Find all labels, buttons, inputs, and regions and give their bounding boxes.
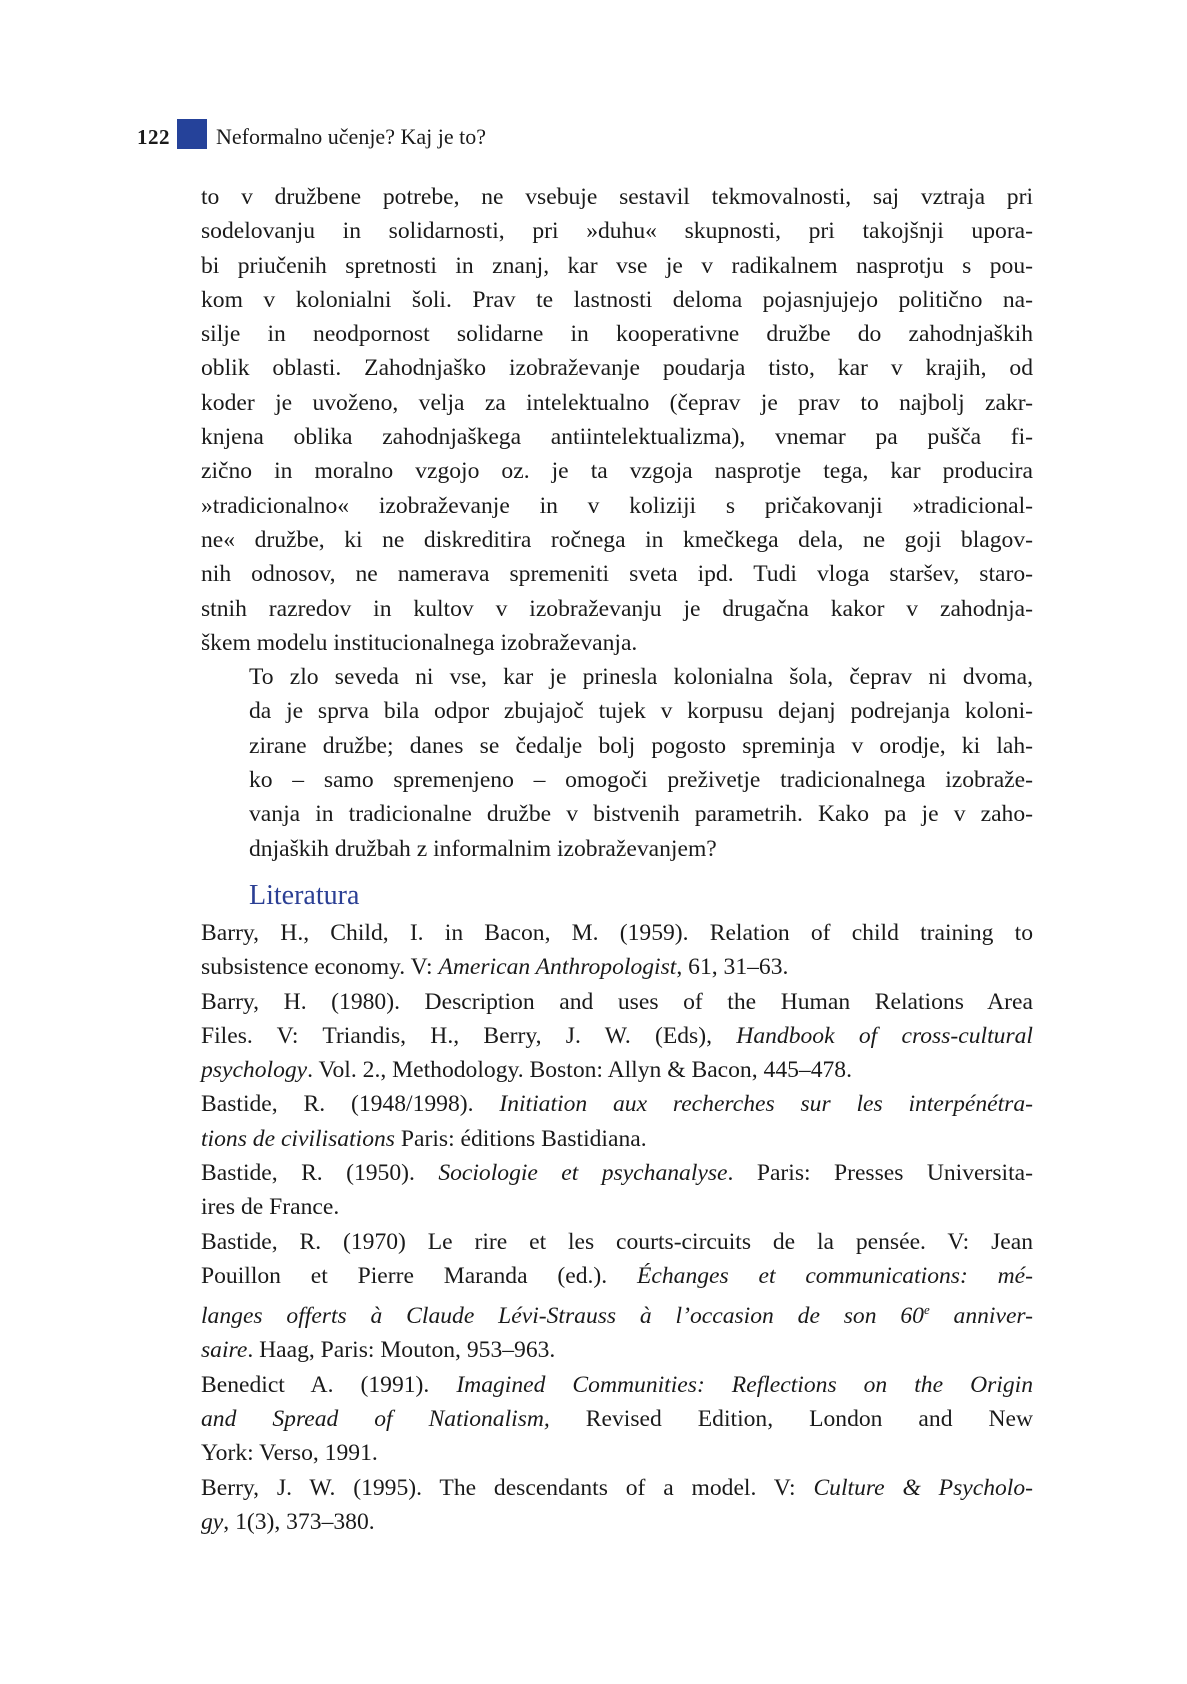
italic-title-segment: Initiation aux recherches sur les interpénétra- <box>499 1091 1033 1118</box>
reference-segment: Pouillon et Pierre Maranda (ed.). <box>201 1262 637 1289</box>
reference-line <box>201 1333 1033 1367</box>
italic-title-segment: Échanges et communications: mé- <box>636 1262 1033 1289</box>
reference-line <box>201 916 1033 950</box>
italic-title-segment: e <box>923 1302 930 1318</box>
reference-entry <box>201 1471 1033 1540</box>
reference-line <box>201 1471 1033 1505</box>
text-line: dnjaških družbah z informalnim izobraževanjem? <box>249 835 717 862</box>
reference-segment: subsistence economy. V: <box>201 954 439 981</box>
text-line: silje in neodpornost solidarne in kooperativne družbe do zahodnjaških <box>201 321 1033 348</box>
reference-line <box>201 1019 1033 1053</box>
italic-title-segment: and Spread of Nationalism, <box>201 1406 550 1433</box>
reference-entry <box>201 916 1033 985</box>
text-line: knjena oblika zahodnjaškega antiintelektualizma), vnemar pa pušča fi- <box>201 424 1033 451</box>
reference-list <box>201 916 1033 1539</box>
reference-line <box>201 1225 1033 1259</box>
body-text <box>201 180 1033 866</box>
reference-segment: Barry, H. (1980). Description and uses of the Human Relations Area <box>201 988 1033 1015</box>
reference-segment: Paris: éditions Bastidiana. <box>394 1125 647 1152</box>
reference-segment: . Paris: Presses Universita- <box>727 1160 1033 1187</box>
reference-segment: Benedict A. (1991). <box>201 1371 457 1398</box>
italic-title-segment: Culture & Psycholo- <box>813 1474 1033 1501</box>
italic-title-segment: gy <box>201 1508 224 1535</box>
reference-line <box>201 1122 1033 1156</box>
reference-line <box>201 985 1033 1019</box>
reference-entry <box>201 985 1033 1088</box>
reference-line <box>201 1190 1033 1224</box>
text-line: oblik oblasti. Zahodnjaško izobraževanje poudarja tisto, kar v krajih, od <box>201 355 1033 382</box>
text-line: stnih razredov in kultov v izobraževanju je drugačna kakor v zahodnja- <box>201 595 1033 622</box>
reference-segment: Revised Edition, London and New <box>549 1406 1033 1433</box>
reference-segment: ires de France. <box>201 1194 340 1221</box>
reference-line <box>201 1402 1033 1436</box>
text-line: da je sprva bila odpor zbujajoč tujek v korpusu dejanj podrejanja koloni- <box>249 698 1033 725</box>
running-header <box>137 122 486 152</box>
reference-segment: Files. V: Triandis, H., Berry, J. W. (Eds), <box>201 1022 737 1049</box>
reference-segment: Barry, H., Child, I. in Bacon, M. (1959). Relation of child training to <box>201 920 1033 946</box>
reference-line <box>201 1368 1033 1402</box>
reference-line <box>201 1053 1033 1087</box>
reference-entry <box>201 1156 1033 1225</box>
text-line: zirane družbe; danes se čedalje bolj pogosto spreminja v orodje, ki lah- <box>249 732 1033 759</box>
reference-entry <box>201 1368 1033 1471</box>
reference-line <box>201 1436 1033 1470</box>
italic-title-segment: American Anthropologist <box>438 954 677 981</box>
reference-segment: Bastide, R. (1950). <box>201 1160 439 1187</box>
reference-segment: Berry, J. W. (1995). The descendants of a model. V: <box>201 1474 814 1501</box>
paragraph <box>201 180 1033 660</box>
literature-heading: Literatura <box>249 880 360 911</box>
reference-segment: Bastide, R. (1970) Le rire et les courts-circuits de la pensée. V: Jean <box>201 1228 1033 1255</box>
text-line: škem modelu institucionalnega izobraževanja. <box>201 629 638 656</box>
text-line: ne« družbe, ki ne diskreditira ročnega in kmečkega dela, ne goji blagov- <box>201 526 1033 553</box>
page-number: 122 <box>137 124 170 149</box>
running-title: Neformalno učenje? Kaj je to? <box>216 124 486 149</box>
reference-line <box>201 1156 1033 1190</box>
reference-line <box>201 950 1033 984</box>
text-line: to v družbene potrebe, ne vsebuje sestavil tekmovalnosti, saj vztraja pri <box>201 184 1033 210</box>
italic-title-segment: anniver- <box>929 1303 1033 1330</box>
text-line: bi priučenih spretnosti in znanj, kar vse je v radikalnem nasprotju s pou- <box>201 252 1033 279</box>
reference-segment: Bastide, R. (1948/1998). <box>201 1091 500 1118</box>
text-line: koder je uvoženo, velja za intelektualno (čeprav je prav to najbolj zakr- <box>201 389 1033 416</box>
italic-title-segment: saire <box>201 1337 248 1364</box>
text-line: sodelovanju in solidarnosti, pri »duhu« skupnosti, pri takojšnji upora- <box>201 218 1033 245</box>
italic-title-segment: Handbook of cross-cultural <box>736 1022 1033 1049</box>
reference-line <box>201 1087 1033 1121</box>
text-line: To zlo seveda ni vse, kar je prinesla kolonialna šola, čeprav ni dvoma, <box>249 664 1033 691</box>
paragraph <box>201 660 1033 866</box>
italic-title-segment: psychology <box>201 1057 308 1084</box>
italic-title-segment: Imagined Communities: Reflections on the Origin <box>456 1371 1033 1398</box>
italic-title-segment: Sociologie et psychanalyse <box>438 1160 728 1187</box>
reference-entry <box>201 1087 1033 1156</box>
text-line: zično in moralno vzgojo oz. je ta vzgoja nasprotje tega, kar producira <box>201 458 1033 485</box>
reference-line <box>201 1293 1033 1333</box>
text-line: »tradicionalno« izobraževanje in v koliziji s pričakovanji »tradicional- <box>201 492 1033 519</box>
italic-title-segment: langes offerts à Claude Lévi-Strauss à l’occasion de son 60 <box>201 1303 924 1330</box>
text-line: ko – samo spremenjeno – omogoči preživetje tradicionalnega izobraže- <box>249 767 1033 794</box>
reference-line <box>201 1259 1033 1293</box>
text-line: vanja in tradicionalne družbe v bistvenih parametrih. Kako pa je v zaho- <box>249 801 1033 828</box>
reference-segment: . Vol. 2., Methodology. Boston: Allyn & Bacon, 445–478. <box>307 1057 853 1084</box>
reference-segment: , 61, 31–63. <box>676 954 789 981</box>
reference-segment: York: Verso, 1991. <box>201 1440 378 1467</box>
text-line: nih odnosov, ne namerava spremeniti sveta ipd. Tudi vloga staršev, staro- <box>201 561 1033 588</box>
reference-segment: . Haag, Paris: Mouton, 953–963. <box>247 1337 556 1364</box>
reference-segment: , 1(3), 373–380. <box>223 1508 375 1535</box>
text-line: kom v kolonialni šoli. Prav te lastnosti deloma pojasnjujejo politično na- <box>201 286 1033 313</box>
reference-line <box>201 1505 1033 1539</box>
reference-entry <box>201 1225 1033 1368</box>
italic-title-segment: tions de civilisations <box>201 1125 395 1152</box>
section-marker-square <box>177 119 207 149</box>
